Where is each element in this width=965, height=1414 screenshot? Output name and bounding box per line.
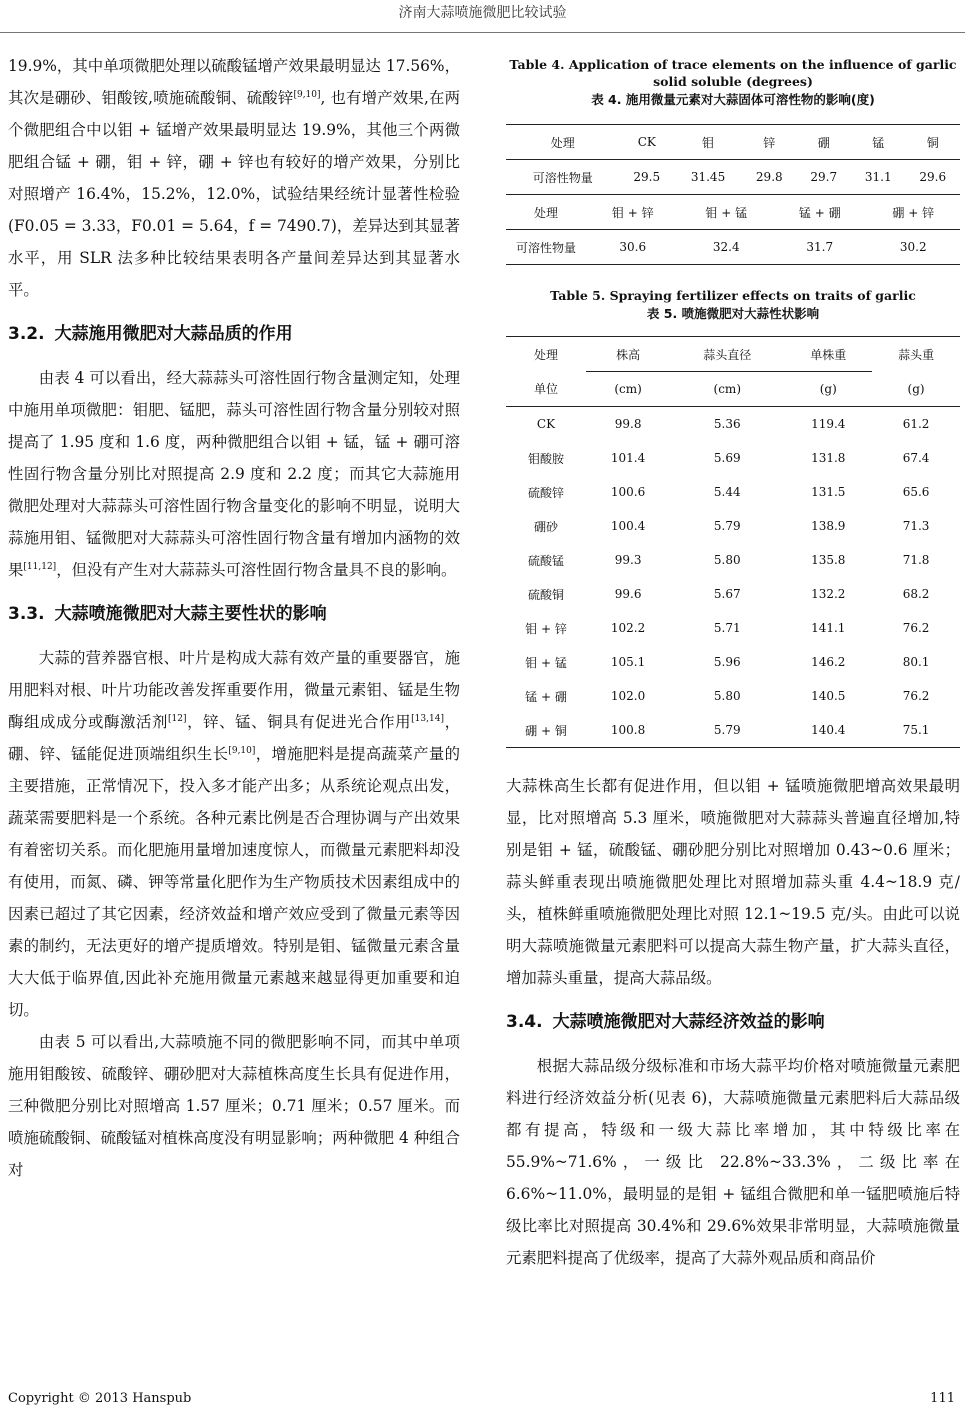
table-cell: 单株重	[784, 337, 872, 372]
table-cell: 可溶性物量	[506, 230, 586, 265]
paragraph-quality: 由表 4 可以看出，经大蒜蒜头可溶性固行物含量测定知，处理中施用单项微肥：钼肥、锰肥，蒜头可溶性固行物含量分别较对照提高了 1.95 度和 1.6 度，两种微肥组合以钼 + 锰，锰 + 硼可溶性固行物含量分别比对照提高 2.9 度和 2.2 度；而其它大蒜施用微肥处理对大蒜蒜头可溶性固行物含量变化的影响不明显，说明大蒜施用钼、锰微肥对大蒜蒜头可溶性固行物含量有增加内涵物的效果[11,12]，但没有产生对大蒜蒜头可溶性固行物含量具不良的影响。	[8, 369, 460, 579]
table-cell: 141.1	[811, 621, 846, 635]
table-cell: 株高	[586, 337, 670, 372]
section-heading-3-2: 3.2. 大蒜施用微肥对大蒜品质的作用	[8, 324, 293, 344]
table-cell: 蒜头直径	[670, 337, 784, 372]
table-cell: (cm)	[586, 372, 670, 407]
table-row	[506, 645, 960, 679]
paragraph-table5-analysis: 由表 5 可以看出,大蒜喷施不同的微肥影响不同，而其中单项施用钼酸铵、硫酸锌、硼砂肥对大蒜植株高度生长具有促进作用，三种微肥分别比对照增高 1.57 厘米；0.71 厘米；0.57 厘米。而喷施硫酸铜、硫酸锰对植株高度没有明显影响；两种微肥 4 种组合对	[8, 1033, 460, 1179]
table-cell: 处理	[506, 337, 586, 372]
table-cell: 132.2	[811, 587, 846, 601]
citation: [11,12]	[23, 561, 57, 572]
table5-header-row	[506, 337, 960, 372]
left-column	[8, 50, 460, 1186]
table4-header-row-2	[506, 195, 960, 230]
table5	[506, 336, 960, 748]
table-row	[506, 475, 960, 509]
table-cell: 处理	[506, 125, 620, 160]
table-cell: 101.4	[610, 451, 646, 465]
table-cell: 30.6	[586, 230, 680, 265]
table-cell: 5.69	[713, 451, 741, 465]
header-rule	[0, 32, 965, 33]
table5-caption-en: Table 5. Spraying fertilizer effects on traits of garlic	[550, 288, 916, 303]
table-cell: 5.44	[713, 485, 741, 499]
table-cell: 处理	[506, 195, 586, 230]
table-cell: 65.6	[902, 485, 930, 499]
table-cell: 硼砂	[533, 519, 558, 534]
table-cell: 99.6	[614, 587, 642, 601]
paragraph-yield-results: 19.9%，其中单项微肥处理以硫酸锰增产效果最明显达 17.56%，其次是硼砂、钼酸铵,喷施硫酸铜、硫酸锌[9,10], 也有增产效果,在两个微肥组合中以钼 + 锰增产效果最明显达 19.9%，其他三个两微肥组合锰 + 硼，钼 + 锌，硼 + 锌也有较好的增产效果，分别比对照增产 16.4%，15.2%，12.0%，试验结果经统计显著性检验(F0.05 = 3.33，F0.01 = 5.64，f = 7490.7)，差异达到其显著水平，用 SLR 法多种比较结果表明各产量间差异达到其显著水平。	[8, 57, 460, 299]
table-cell: 76.2	[902, 621, 930, 635]
table-cell: (g)	[872, 372, 960, 407]
table5-body	[506, 407, 960, 748]
table-cell: 硼 + 铜	[506, 713, 586, 748]
table-cell: 5.67	[713, 587, 741, 601]
table-cell: 102.2	[610, 621, 646, 635]
table-cell: CK	[536, 417, 556, 431]
table-row	[506, 577, 960, 611]
table4-value-row-2	[506, 230, 960, 265]
table-cell: 29.5	[620, 160, 674, 195]
table-cell: 140.5	[811, 689, 846, 703]
table-cell: 32.4	[680, 230, 774, 265]
table-cell: 锰	[851, 125, 905, 160]
paragraph-economic: 根据大蒜品级分级标准和市场大蒜平均价格对喷施微量元素肥料进行经济效益分析(见表 6)，大蒜喷施微量元素肥料后大蒜品级都有提高，特级和一级大蒜比率增加，其中特级比率在 55.9%~71.6%，一级比 22.8%~33.3%，二级比率在 6.6%~11.0%，最明显的是钼 + 锰组合微肥和单一锰肥喷施后特级比率比对照提高 30.4%和 29.6%效果非常明显，大蒜喷施微量元素肥料提高了优级率，提高了大蒜外观品质和商品价	[506, 1057, 960, 1267]
table4	[506, 124, 960, 195]
table4-caption	[506, 56, 960, 110]
table-cell: 蒜头重	[872, 337, 960, 372]
table-cell: 138.9	[811, 519, 846, 533]
table-cell: 可溶性物量	[506, 160, 620, 195]
table-cell: 5.71	[713, 621, 741, 635]
table-cell: 119.4	[811, 417, 846, 431]
table-cell: (g)	[784, 372, 872, 407]
table-cell: 30.2	[867, 230, 961, 265]
table-cell: 5.36	[713, 417, 741, 431]
table-cell: 5.80	[713, 689, 741, 703]
right-column	[506, 50, 960, 1274]
paragraph-traits: 大蒜的营养器官根、叶片是构成大蒜有效产量的重要器官，施用肥料对根、叶片功能改善发挥重要作用，微量元素钼、锰是生物酶组成成分或酶激活剂[12]，锌、锰、铜具有促进光合作用[13,14]，硼、锌、锰能促进顶端组织生长[9,10]，增施肥料是提高蔬菜产量的主要措施，正常情况下，投入多才能产出多；从系统论观点出发，蔬菜需要肥料是一个系统。各种元素比例是否合理协调与产出效果有着密切关系。而化肥施用量增加速度惊人，而微量元素肥料却没有使用，而氮、磷、钾等常量化肥作为生产物质技术因素组成中的因素已超过了其它因素，经济效益和增产效应受到了微量元素等因素的制约，无法更好的增产提质增效。特别是钼、锰微量元素含量大大低于临界值,因此补充施用微量元素越来越显得更加重要和迫切。	[8, 649, 460, 1019]
table-row	[506, 713, 960, 748]
table4-header-row-1	[506, 125, 960, 160]
table-cell: 71.3	[902, 519, 930, 533]
table-cell: 钼	[674, 125, 742, 160]
table-cell: 100.8	[586, 713, 670, 748]
section-heading-3-4: 3.4. 大蒜喷施微肥对大蒜经济效益的影响	[506, 1012, 825, 1032]
table-cell: 140.4	[784, 713, 872, 748]
table-cell: 61.2	[902, 417, 930, 431]
table-cell: 铜	[906, 125, 961, 160]
table-cell: 5.79	[670, 713, 784, 748]
running-header: 济南大蒜喷施微肥比较试验	[398, 5, 567, 21]
table-cell: 105.1	[610, 655, 646, 669]
table-cell: 锰 + 硼	[773, 195, 867, 230]
table-cell: 135.8	[811, 553, 846, 567]
table-row	[506, 441, 960, 475]
table-cell: 100.4	[610, 519, 646, 533]
table5-caption-zh: 表 5. 喷施微肥对大蒜性状影响	[646, 306, 820, 321]
table-cell: 29.6	[906, 160, 961, 195]
table-row	[506, 543, 960, 577]
table-cell: 99.8	[614, 417, 642, 431]
table-cell: 钼 + 锰	[525, 655, 567, 670]
citation: [9,10]	[293, 89, 321, 100]
table-row	[506, 611, 960, 645]
table-cell: 硼 + 锌	[867, 195, 961, 230]
table-cell: 锰 + 硼	[525, 689, 567, 704]
table-row	[506, 679, 960, 713]
table-cell: (cm)	[670, 372, 784, 407]
table-cell: 5.80	[713, 553, 741, 567]
table4-caption-zh: 表 4. 施用微量元素对大蒜固体可溶性物的影响(度)	[591, 92, 875, 107]
table-cell: 131.8	[811, 451, 846, 465]
table-cell: 131.5	[811, 485, 846, 499]
footer-page-number: 111	[930, 1391, 955, 1406]
table-cell: 硼	[797, 125, 851, 160]
table-cell: 71.8	[902, 553, 930, 567]
table-cell: 75.1	[872, 713, 960, 748]
table-row	[506, 407, 960, 442]
table5-caption	[506, 287, 960, 324]
table-cell: 钼 + 锰	[680, 195, 774, 230]
table-cell: CK	[620, 125, 674, 160]
table-cell: 29.7	[797, 160, 851, 195]
table-cell: 102.0	[610, 689, 646, 703]
table-cell: 29.8	[742, 160, 796, 195]
table-cell: 68.2	[902, 587, 930, 601]
table5-unit-row	[506, 372, 960, 407]
citation: [9,10]	[228, 745, 256, 756]
table-cell: 硫酸铜	[527, 587, 564, 602]
citation: [12]	[168, 713, 187, 724]
table-cell: 31.1	[851, 160, 905, 195]
table-cell: 99.3	[614, 553, 642, 567]
table-cell: 80.1	[902, 655, 930, 669]
table-cell: 76.2	[902, 689, 930, 703]
table-cell: 硫酸锰	[527, 553, 564, 568]
table-cell: 5.79	[713, 519, 741, 533]
table-cell: 锌	[742, 125, 796, 160]
table4-caption-en: Table 4. Application of trace elements on the influence of garlic solid soluble (degrees)	[509, 57, 957, 89]
table-cell: 146.2	[811, 655, 846, 669]
section-heading-3-3: 3.3. 大蒜喷施微肥对大蒜主要性状的影响	[8, 604, 327, 624]
table-cell: 单位	[506, 372, 586, 407]
table-cell: 5.96	[713, 655, 741, 669]
citation: [13,14]	[411, 713, 444, 724]
table4-value-row-1	[506, 160, 960, 195]
table-cell: 钼 + 锌	[586, 195, 680, 230]
table-cell: 钼 + 锌	[525, 621, 567, 636]
footer-copyright: Copyright © 2013 Hanspub	[8, 1391, 192, 1406]
table-cell: 67.4	[902, 451, 930, 465]
table-cell: 硫酸锌	[527, 485, 564, 500]
paragraph-traits-continued: 大蒜株高生长都有促进作用，但以钼 + 锰喷施微肥增高效果最明显，比对照增高 5.3 厘米，喷施微肥对大蒜蒜头普遍直径增加,特别是钼 + 锰，硫酸锰、硼砂肥分别比对照增加 0.43~0.6 厘米；蒜头鲜重表现出喷施微肥处理比对照增加蒜头重 4.4~18.9 克/头，植株鲜重喷施微肥处理比对照 12.1~19.5 克/头。由此可以说明大蒜喷施微量元素肥料可以提高大蒜生物产量，扩大蒜头直径，增加蒜头重量，提高大蒜品级。	[506, 777, 960, 987]
table-cell: 钼酸胺	[527, 451, 564, 466]
table-cell: 31.45	[674, 160, 742, 195]
table-cell: 100.6	[610, 485, 646, 499]
table-cell: 31.7	[773, 230, 867, 265]
table-row	[506, 509, 960, 543]
table4-part2	[506, 195, 960, 265]
